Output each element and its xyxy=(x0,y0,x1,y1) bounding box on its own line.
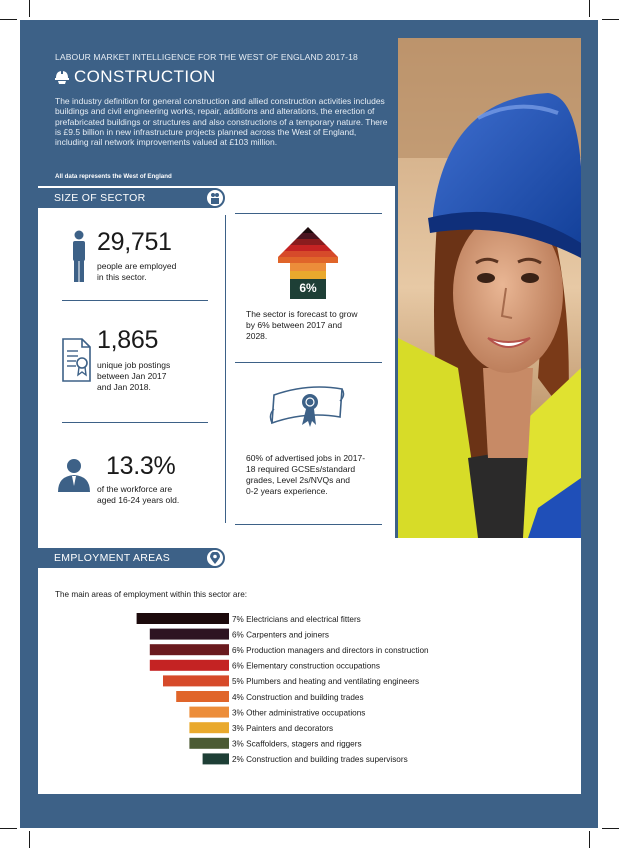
funnel-bar-9 xyxy=(189,738,229,749)
growth-line2: by 6% between 2017 and xyxy=(246,320,342,330)
funnel-label-3: 6% Production managers and directors in construction xyxy=(232,646,429,655)
chart-intro: The main areas of employment within this sector are: xyxy=(55,590,248,599)
young-label-line2: aged 16-24 years old. xyxy=(97,495,180,505)
growth-line3: 2028. xyxy=(246,331,268,341)
funnel-label-9: 3% Scaffolders, stagers and riggers xyxy=(232,739,362,749)
funnel-bar-7 xyxy=(189,707,229,718)
growth-line1: The sector is forecast to grow xyxy=(246,309,358,319)
page-title: CONSTRUCTION xyxy=(74,67,216,86)
employed-label-line1: people are employed xyxy=(97,261,177,271)
funnel-bar-2 xyxy=(150,629,229,640)
funnel-label-1: 7% Electricians and electrical fitters xyxy=(232,614,361,624)
funnel-label-6: 4% Construction and building trades xyxy=(232,692,364,702)
growth-badge: 6% xyxy=(299,281,317,295)
funnel-label-8: 3% Painters and decorators xyxy=(232,724,334,733)
size-section-title: SIZE OF SECTOR xyxy=(54,192,146,204)
funnel-label-7: 3% Other administrative occupations xyxy=(232,708,366,718)
funnel-bar-5 xyxy=(163,675,229,686)
funnel-label-2: 6% Carpenters and joiners xyxy=(232,630,329,640)
employed-label-line2: in this sector. xyxy=(97,272,147,282)
postings-label-line1: unique job postings xyxy=(97,360,171,370)
report-kicker: LABOUR MARKET INTELLIGENCE FOR THE WEST OF ENGLAND 2017-18 xyxy=(55,52,358,62)
funnel-label-4: 6% Elementary construction occupations xyxy=(232,661,380,671)
funnel-label-5: 5% Plumbers and heating and ventilating engineers xyxy=(232,677,420,687)
postings-label-line3: and Jan 2018. xyxy=(97,382,151,392)
quals-line3: grades, Level 2s/NVQs and xyxy=(246,475,350,485)
young-label-line1: of the workforce are xyxy=(97,484,173,494)
postings-value: 1,865 xyxy=(97,326,159,354)
data-note: All data represents the West of England xyxy=(55,173,172,180)
intro-paragraph: The industry definition for general construction and allied construction activities includes buildings and civil engineering works, repair, additions and alterations, the erection of prefabricated buildings or structures and also constructions of a temporary nature. There is £9.5 billion in new infrastructure projects planned across the West of England, including rail network improvements valued at £103 million. xyxy=(55,96,388,148)
quals-line2: 18 required GCSEs/standard xyxy=(246,464,356,474)
funnel-bar-6 xyxy=(176,691,229,702)
funnel-bar-10 xyxy=(203,753,229,764)
employment-section-title: EMPLOYMENT AREAS xyxy=(54,552,171,564)
funnel-label-10: 2% Construction and building trades supervisors xyxy=(232,755,408,765)
funnel-bar-8 xyxy=(189,722,229,733)
quals-line4: 0-2 years experience. xyxy=(246,486,328,496)
funnel-bar-1 xyxy=(137,613,229,624)
young-value: 13.3% xyxy=(106,452,176,480)
quals-line1: 60% of advertised jobs in 2017- xyxy=(246,453,366,463)
funnel-bar-4 xyxy=(150,660,229,671)
postings-label-line2: between Jan 2017 xyxy=(97,371,167,381)
employed-value: 29,751 xyxy=(97,228,172,256)
funnel-bar-3 xyxy=(150,644,229,655)
